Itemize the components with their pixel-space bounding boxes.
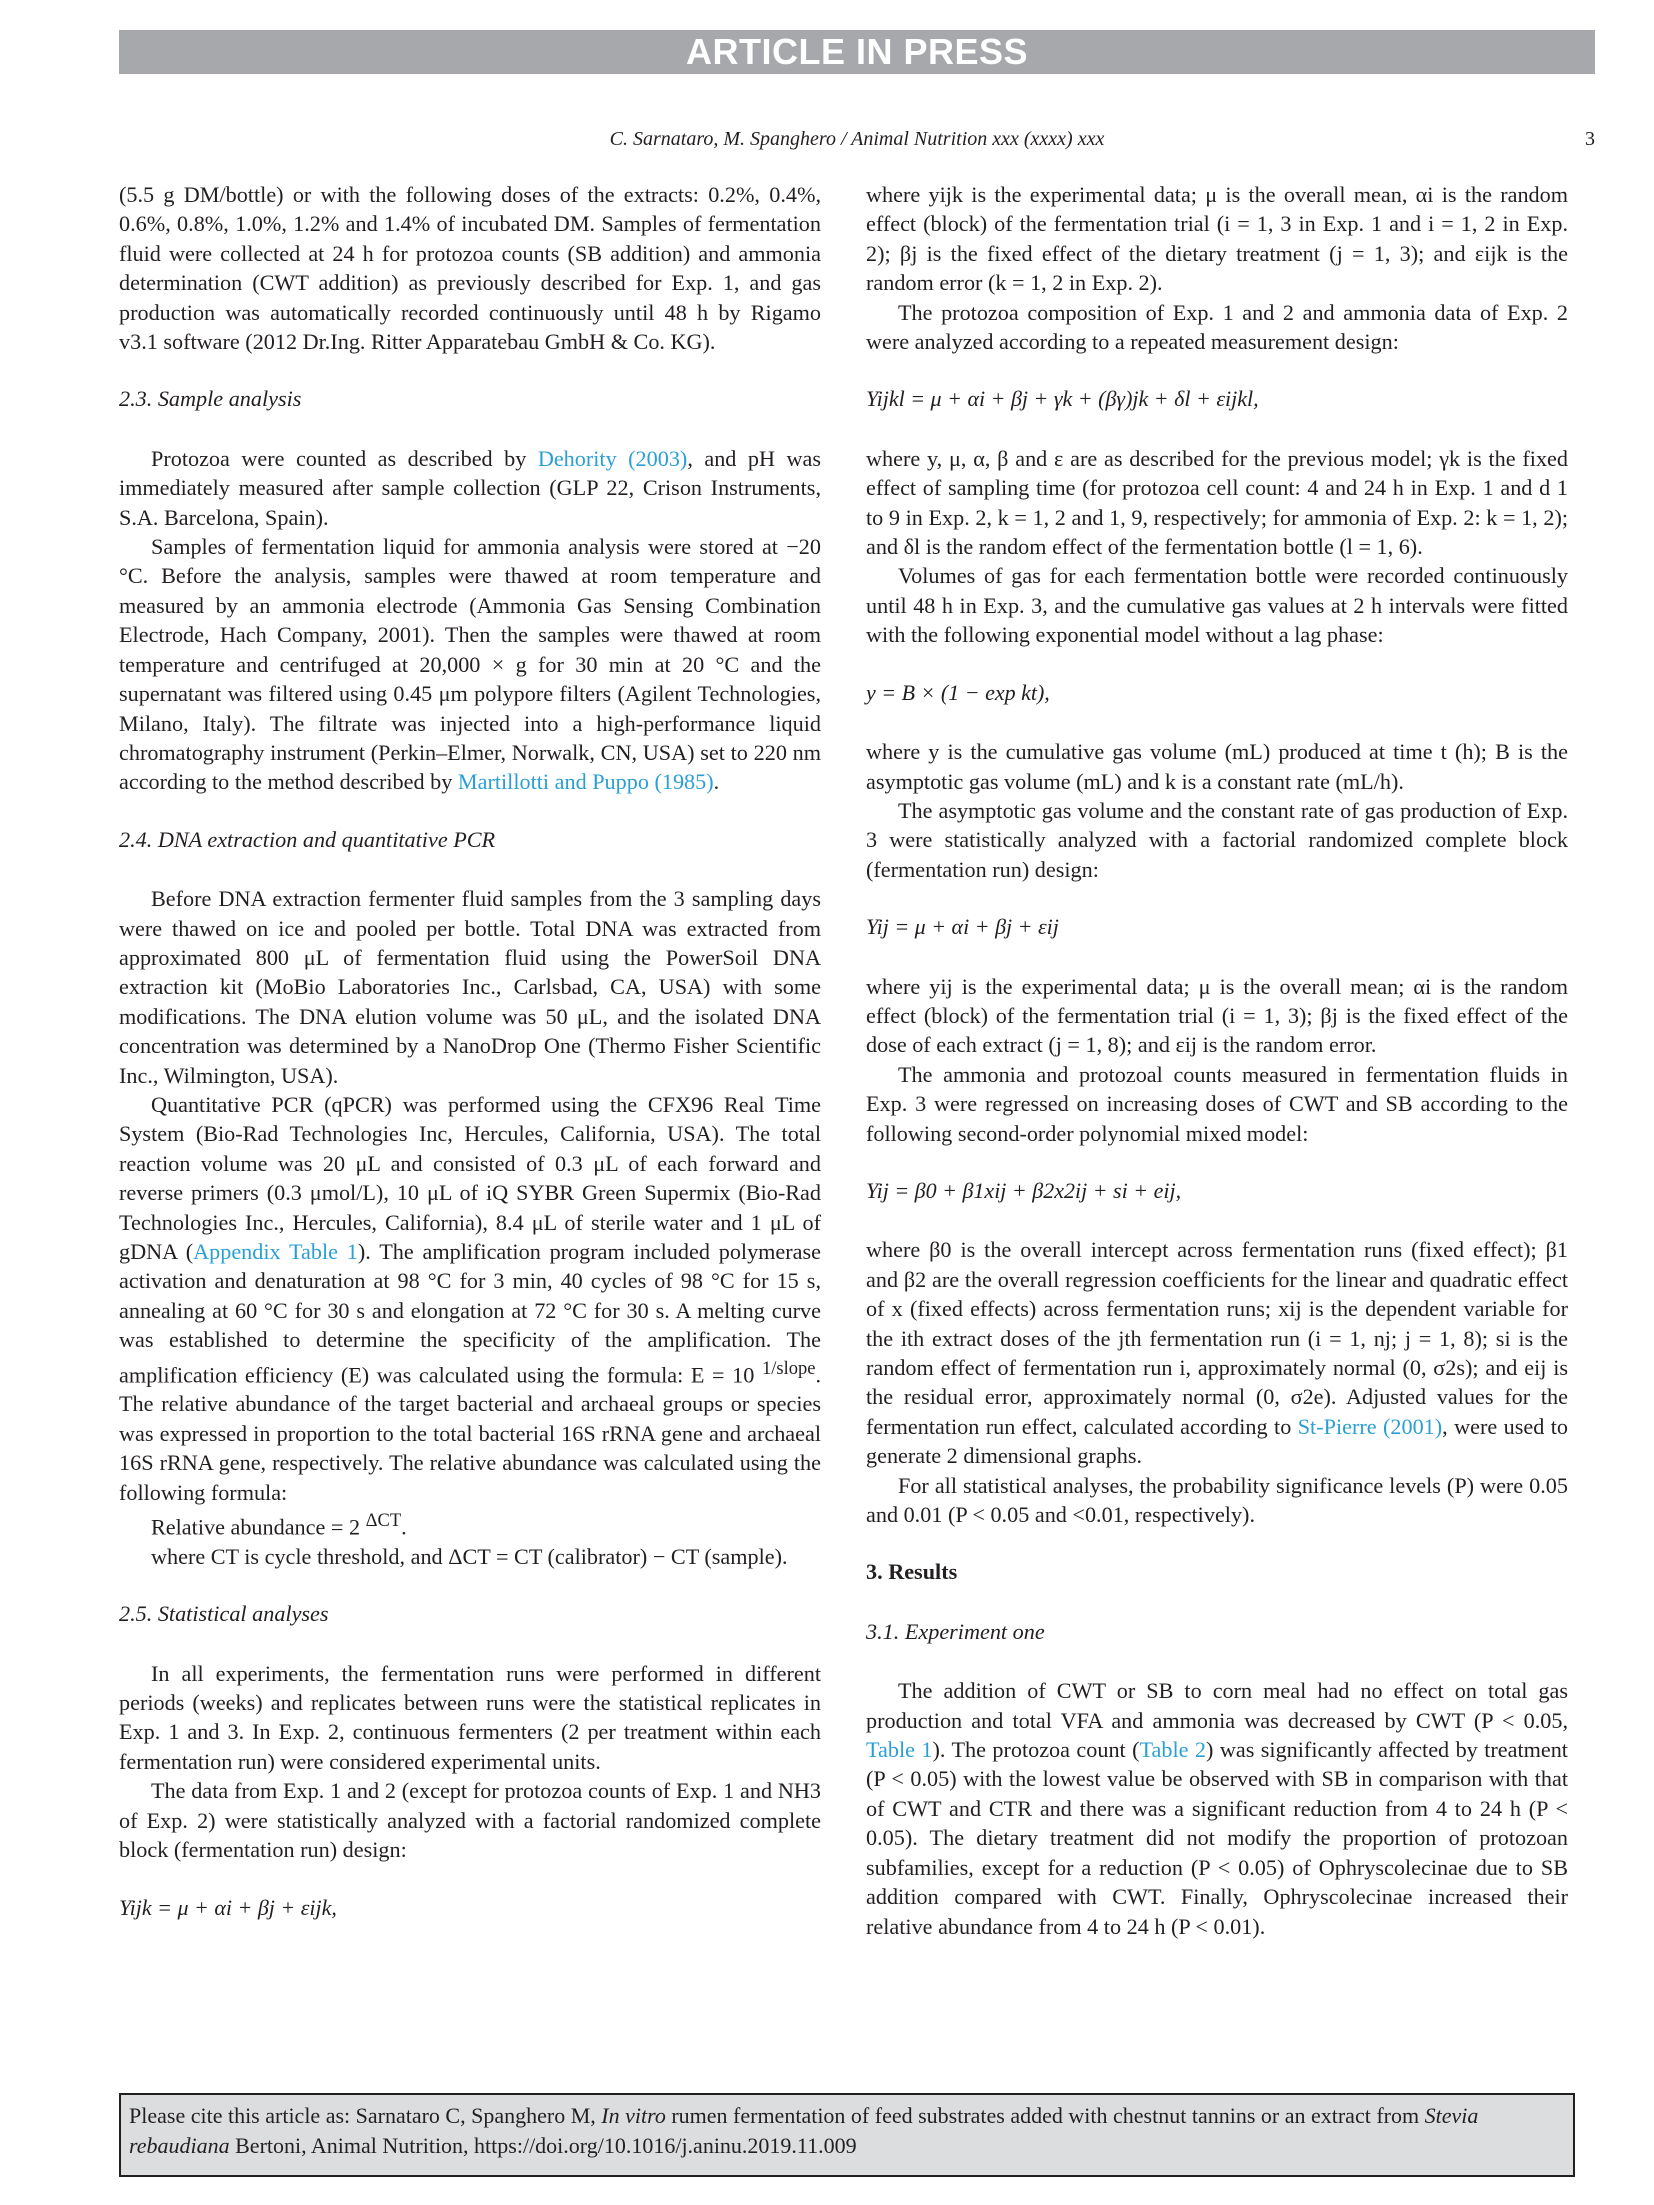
appendix-table-link[interactable]: Appendix Table 1 — [193, 1239, 358, 1264]
table-1-link[interactable]: Table 1 — [866, 1737, 933, 1763]
paragraph: where CT is cycle threshold, and ΔCT = CT (calibrator) − CT (sample). — [151, 1543, 788, 1569]
equation-4: Yij = μ + αi + βj + εij — [866, 914, 1059, 940]
section-heading-2-3: 2.3. Sample analysis — [119, 386, 302, 412]
section-heading-2-4: 2.4. DNA extraction and quantitative PCR — [119, 826, 496, 852]
section-heading-3-1: 3.1. Experiment one — [866, 1618, 1045, 1644]
citation-link[interactable]: St-Pierre (2001) — [1297, 1413, 1443, 1439]
equation-3: y = B × (1 − exp kt), — [866, 679, 1050, 705]
paragraph: where β0 is the overall intercept across fermentation runs (fixed effect); β1 and β2 are the overall regression coefficients for the linear and quadratic effect of x (fixed effects) across fermentation runs; xij is the dependent variable for the ith extract doses of the jth fermentation run (i = 1, nj; j = 1, 8); si is the random effect of fermentation run i, approximately normal (0, σ2s); and eij is the residual error, approximately normal (0, σ2e). Adjusted values for the fermentation run effect, calculated according to St-Pierre (2001), were used to generate 2 dimensional graphs. — [866, 1237, 1568, 1469]
table-2-link[interactable]: Table 2 — [1139, 1737, 1207, 1763]
paragraph: Before DNA extraction fermenter fluid samples from the 3 sampling days were thawed on ice and pooled per bottle. Total DNA was extracted from approximated 800 μL of fermentation fluid using the PowerSoil DNA extraction kit (MoBio Laboratories Inc., Carlsbad, CA, USA) with some modifications. The DNA elution volume was 50 μL, and the isolated DNA concentration was determined by a NanoDrop One (Thermo Fisher Scientific Inc., Wilmington, USA). — [119, 886, 821, 1088]
paragraph: Samples of fermentation liquid for ammonia analysis were stored at −20 °C. Before the analysis, samples were thawed at room temperature and measured by an ammonia electrode (Ammonia Gas Sensing Combination Electrode, Hach Company, 2001). Then the samples were thawed at room temperature and centrifuged at 20,000 × g for 30 min at 20 °C and the supernatant was filtered using 0.45 μm polypore filters (Agilent Technologies, Milano, Italy). The filtrate was injected into a high-performance liquid chromatography instrument (Perkin–Elmer, Norwalk, CN, USA) set to 220 nm according to the method described by Martillotti and Puppo (1985). — [119, 534, 821, 795]
paragraph: (5.5 g DM/bottle) or with the following doses of the extracts: 0.2%, 0.4%, 0.6%, 0.8%, 1.0%, 1.2% and 1.4% of incubated DM. Samples of fermentation fluid were collected at 24 h for protozoa counts (SB addition) and ammonia determination (CWT addition) as previously described for Exp. 1, and gas production was automatically recorded continuously until 48 h by Rigamo v3.1 software (2012 Dr.Ing. Ritter Apparatebau GmbH & Co. KG). — [119, 182, 821, 355]
equation-2: Yijkl = μ + αi + βj + γk + (βγ)jk + δl + εijkl, — [866, 386, 1259, 412]
paragraph: The ammonia and protozoal counts measured in fermentation fluids in Exp. 3 were regressed on increasing doses of CWT and SB according to the following second-order polynomial mixed model: — [866, 1061, 1568, 1146]
page-number: 3 — [1585, 128, 1595, 150]
paragraph: Protozoa were counted as described by Dehority (2003), and pH was immediately measured after sample collection (GLP 22, Crison Instruments, S.A. Barcelona, Spain). — [119, 445, 821, 530]
left-column — [119, 180, 821, 1952]
paragraph: Volumes of gas for each fermentation bottle were recorded continuously until 48 h in Exp. 3, and the cumulative gas values at 2 h intervals were fitted with the following exponential model without a lag phase: — [866, 563, 1568, 648]
paragraph: In all experiments, the fermentation runs were performed in different periods (weeks) and replicates between runs were the statistical replicates in Exp. 1 and 3. In Exp. 2, continuous fermenters (2 per treatment within each fermentation run) were considered experimental units. — [119, 1660, 821, 1774]
paragraph: where y is the cumulative gas volume (mL) produced at time t (h); B is the asymptotic gas volume (mL) and k is a constant rate (mL/h). — [866, 739, 1568, 794]
paragraph: The addition of CWT or SB to corn meal had no effect on total gas production and total VFA and ammonia was decreased by CWT (P < 0.05, Table 1). The protozoa count (Table 2) was significantly affected by treatment (P < 0.05) with the lowest value be observed with SB in comparison with that of CWT and CTR and there was a significant reduction from 4 to 24 h (P < 0.05). The dietary treatment did not modify the proportion of protozoan subfamilies, except for a reduction (P < 0.05) of Ophryscolecinae due to SB addition compared with CWT. Finally, Ophryscolecinae increased their relative abundance from 4 to 24 h (P < 0.01). — [866, 1678, 1568, 1939]
citation-box: Please cite this article as: Sarnataro C, Spanghero M, In vitro rumen fermentation of feed substrates added with chestnut tannins or an extract from Stevia rebaudiana Bertoni, Animal Nutrition, https://doi.org/10.1016/j.aninu.2019.11.009 — [119, 2093, 1575, 2177]
section-heading-3: 3. Results — [866, 1559, 958, 1585]
right-column — [866, 180, 1568, 1941]
running-head: C. Sarnataro, M. Spanghero / Animal Nutrition xxx (xxxx) xxx — [609, 128, 1105, 150]
paragraph: The data from Exp. 1 and 2 (except for protozoa counts of Exp. 1 and NH3 of Exp. 2) were statistically analyzed with a factorial randomized complete block (fermentation run) design: — [119, 1778, 821, 1863]
paragraph: The protozoa composition of Exp. 1 and 2 and ammonia data of Exp. 2 were analyzed according to a repeated measurement design: — [866, 299, 1568, 355]
equation-1: Yijk = μ + αi + βj + εijk, — [119, 1894, 337, 1920]
citation-link[interactable]: Martillotti and Puppo (1985) — [457, 769, 714, 795]
citation-link[interactable]: Dehority (2003) — [537, 445, 688, 471]
formula-line: Relative abundance = 2 $^{\Delta CT}$. — [151, 1511, 407, 1540]
section-heading-2-5: 2.5. Statistical analyses — [119, 1601, 329, 1627]
article-in-press-banner: ARTICLE IN PRESS — [119, 30, 1595, 74]
paragraph: where yij is the experimental data; μ is the overall mean; αi is the random effect (block) of the fermentation trial (i = 1, 3); βj is the fixed effect of the dose of each extract (j = 1, 8); and εij is the random error. — [866, 973, 1568, 1058]
paragraph: where y, μ, α, β and ε are as described for the previous model; γk is the fixed effect of sampling time (for protozoa cell count: 4 and 24 h in Exp. 1 and d 1 to 9 in Exp. 2, k = 1, 2 and 1, 9, respectively; for ammonia of Exp. 2: k = 1, 2); and δl is the random effect of the fermentation bottle (l = 1, 6). — [866, 445, 1568, 560]
equation-5: Yij = β0 + β1xij + β2x2ij + si + eij, — [866, 1177, 1182, 1203]
paragraph: where yijk is the experimental data; μ is the overall mean, αi is the random effect (block) of the fermentation trial (i = 1, 3 in Exp. 1 and i = 1, 2 in Exp. 2); βj is the fixed effect of the dietary treatment (j = 1, 3); and εijk is the random error (k = 1, 2 in Exp. 2). — [866, 182, 1568, 296]
paragraph: Quantitative PCR (qPCR) was performed using the CFX96 Real Time System (Bio-Rad Technologies Inc, Hercules, California, USA). The total reaction volume was 20 μL and consisted of 0.3 μL of each forward and reverse primers (0.3 μmol/L), 10 μL of iQ SYBR Green Supermix (Bio-Rad Technologies Inc., Hercules, California), 8.4 μL of sterile water and 1 μL of gDNA (Appendix Table 1). The amplification program included polymerase activation and denaturation at 98 °C for 3 min, 40 cycles of 98 °C for 15 s, annealing at 60 °C for 30 s and elongation at 72 °C for 30 s. A melting curve was established to determine the specificity of the amplification. The amplification efficiency (E) was calculated using the formula: E = 10 $^{1/slope}$. The relative abundance of the target bacterial and archaeal groups or species was expressed in proportion to the total bacterial 16S rRNA gene and archaeal 16S rRNA gene, respectively. The relative abundance was calculated using the following formula: — [119, 1091, 821, 1505]
paragraph: The asymptotic gas volume and the constant rate of gas production of Exp. 3 were statistically analyzed with a factorial randomized complete block (fermentation run) design: — [866, 797, 1568, 882]
paragraph: For all statistical analyses, the probability significance levels (P) were 0.05 and 0.01 (P < 0.05 and <0.01, respectively). — [866, 1472, 1568, 1528]
